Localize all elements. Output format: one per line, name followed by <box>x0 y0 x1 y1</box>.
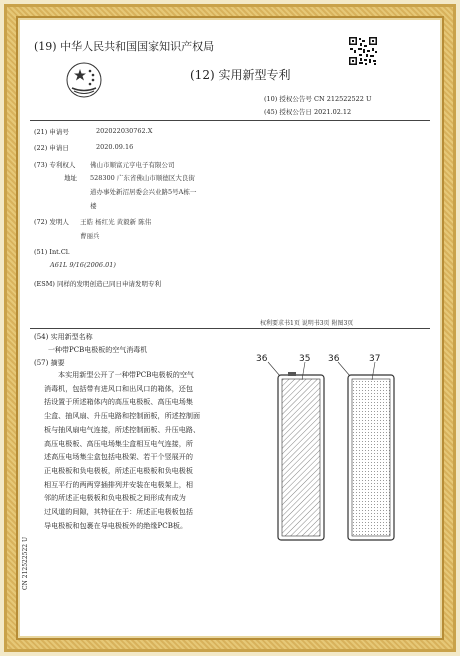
abstract-line: 板与抽风扇电气连接，所述控制面板、升压电路、 <box>44 424 201 434</box>
publication-date: (45) 授权公告日 2021.02.12 <box>264 108 352 116</box>
patentee: 佛山市顺富元亨电子有限公司 <box>90 161 175 169</box>
right-electrode-plate <box>348 375 394 540</box>
application-number: 202022030762.X <box>96 127 153 135</box>
callout-35: 35 <box>299 354 311 364</box>
qr-code-icon <box>348 36 378 66</box>
esm-statement: (ESM) 同样的发明创造已同日申请发明专利 <box>34 280 161 288</box>
address-line-2: 道办事处新沼居委会兴业路5号A栋一 <box>90 188 197 196</box>
publication-number: (10) 授权公告号 CN 212522522 U <box>264 95 372 103</box>
abstract-line: 括设置于所述箱体内的高压电极板、高压电场集 <box>44 397 193 407</box>
patentee-label: (73) 专利权人 <box>34 161 76 169</box>
address-label: 地址 <box>64 174 77 182</box>
int-cl-label: (51) Int.Cl. <box>34 248 70 256</box>
page-counts: 权利要求书1页 说明书3页 附图3页 <box>260 320 354 327</box>
utility-model-title: 一种带PCB电极板的空气消毒机 <box>48 346 148 354</box>
abstract-line: 本实用新型公开了一种带PCB电极板的空气 <box>58 370 195 379</box>
patent-type-title: (12) 实用新型专利 <box>190 68 291 82</box>
national-emblem-icon <box>66 62 102 98</box>
abstract-label: (57) 摘要 <box>34 359 65 367</box>
abstract-line: 尘盒、抽风扇、升压电路和控制面板，所述控制面 <box>44 411 201 421</box>
side-publication-number: CN 212522522 U <box>22 536 29 590</box>
abstract-line: 过风道的间隙，其特征在于：所述正电极板包括 <box>44 507 193 517</box>
abstract-line: 相互平行的两两穿插排列并安装在电极架上，相 <box>44 479 193 489</box>
address-line-3: 楼 <box>90 202 97 210</box>
left-electrode-plate <box>278 372 324 540</box>
inventors-label: (72) 发明人 <box>34 218 69 226</box>
abstract-text <box>44 368 244 532</box>
address-line-1: 528300 广东省佛山市顺德区大良街 <box>90 174 195 182</box>
abstract-line: 正电极板和负电极板，所述正电极板和负电极板 <box>44 465 193 475</box>
callout-36-right: 36 <box>328 354 340 364</box>
application-number-label: (21) 申请号 <box>34 128 69 136</box>
application-date-label: (22) 申请日 <box>34 144 69 152</box>
callout-36-left: 36 <box>256 354 268 364</box>
office-title: (19) 中华人民共和国国家知识产权局 <box>34 40 215 53</box>
abstract-divider <box>30 328 430 329</box>
abstract-line: 述高压电场集尘盒包括电极架、若干个竖展开的 <box>44 452 193 462</box>
header-divider <box>30 120 430 121</box>
abstract-line: 消毒机，包括带有进风口和出风口的箱体，还包 <box>44 383 193 393</box>
utility-model-title-label: (54) 实用新型名称 <box>34 333 93 341</box>
int-cl-value: A61L 9/16(2006.01) <box>50 261 116 269</box>
inventors-line-2: 曹丽兵 <box>80 232 100 240</box>
inventors-line-1: 王皓 杨红光 黄毅新 陈伟 <box>80 218 152 226</box>
abstract-line: 邻的所述正电极板和负电极板之间形成有成为 <box>44 493 186 503</box>
abstract-line: 高压电极板、高压电场集尘盒相互电气连接，所 <box>44 438 193 448</box>
application-date: 2020.09.16 <box>96 143 134 151</box>
callout-37: 37 <box>369 354 381 364</box>
electrode-plate-figure <box>250 350 410 550</box>
abstract-line: 导电极板和包裹在导电极板外的绝缘PCB板。 <box>44 520 188 530</box>
